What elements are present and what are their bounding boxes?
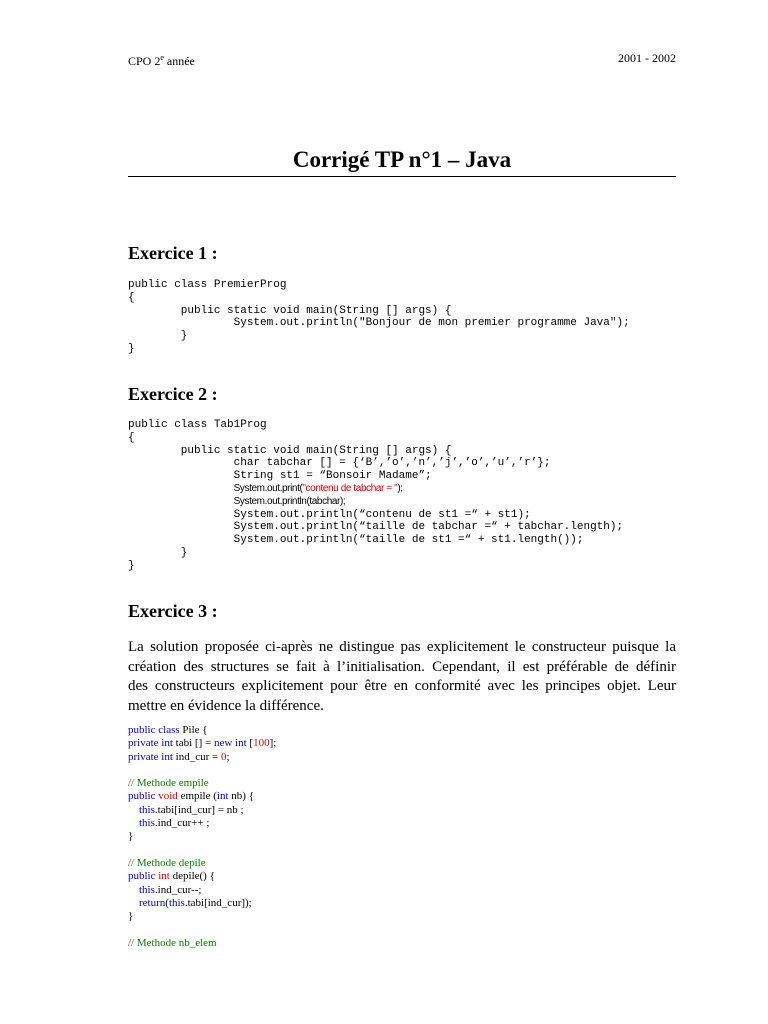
code-comment: // Methode nb_elem: [128, 936, 217, 949]
exercise-3-title: Exercice 3 :: [128, 601, 218, 621]
page-header: [128, 50, 676, 69]
code-line: }: [128, 559, 135, 572]
exercise-1-code: [128, 279, 630, 356]
exercise-2-title: Exercice 2 :: [128, 384, 218, 404]
title-divider: [128, 176, 676, 177]
code-line: public class Tab1Prog: [128, 419, 267, 431]
code-line: public static void main(String [] args) {: [128, 304, 452, 317]
code-line: {: [128, 291, 135, 304]
code-line: public class PremierProg: [128, 279, 287, 291]
code-line: String st1 = “Bonsoir Madame”;: [128, 470, 432, 483]
code-comment: // Methode empile: [128, 777, 209, 790]
code-line-print: System.out.print("contenu de tabchar = ");: [233, 482, 403, 494]
page-title: Corrigé TP n°1 – Java: [292, 147, 512, 172]
code-line: }: [128, 342, 135, 355]
code-line: System.out.println(“contenu de st1 =“ + st1);: [128, 508, 531, 521]
exercise-3-code: public class Pile { private int tabi [] = new int [100]; private int ind_cur = 0; // Methode empile public void empile (int nb) { this.tabi[ind_cur] = nb ; this.ind_cur++ ; } // Methode depile public int depile() { this.ind_cur--; return(this.tabi[ind_cur]); } // Methode nb_elem: [128, 724, 277, 949]
code-line-println: System.out.println(tabchar);: [233, 495, 346, 507]
code-comment: // Methode depile: [128, 856, 206, 869]
string-literal: "contenu de tabchar = ": [302, 482, 398, 494]
code-line: System.out.println(“taille de tabchar =“ + tabchar.length);: [128, 521, 624, 534]
code-line: {: [128, 431, 135, 444]
exercise-2-code: [128, 419, 623, 573]
header-year: 2001 - 2002: [618, 51, 676, 65]
code-line: char tabchar [] = {‘B’,’o’,’n’,’j’,’o’,’u’,’r’};: [128, 457, 551, 470]
code-line: System.out.println("Bonjour de mon premier programme Java");: [128, 317, 630, 330]
code-line: System.out.println(“taille de st1 =“ + st1.length());: [128, 534, 584, 547]
exercise-3-paragraph: La solution proposée ci-après ne distingue pas explicitement le constructeur puisque la création des structures se fait à l’initialisation. Cependant, il est préférable de définir des constructeurs explicitement pour être en conformité avec les principes objet. Leur mettre en évidence la différence.: [128, 639, 676, 714]
code-line: public static void main(String [] args) {: [128, 444, 452, 457]
code-line: }: [128, 330, 188, 343]
header-course: CPO 2e année: [128, 53, 195, 68]
exercise-1-title: Exercice 1 :: [128, 243, 218, 263]
code-line: }: [128, 546, 188, 559]
